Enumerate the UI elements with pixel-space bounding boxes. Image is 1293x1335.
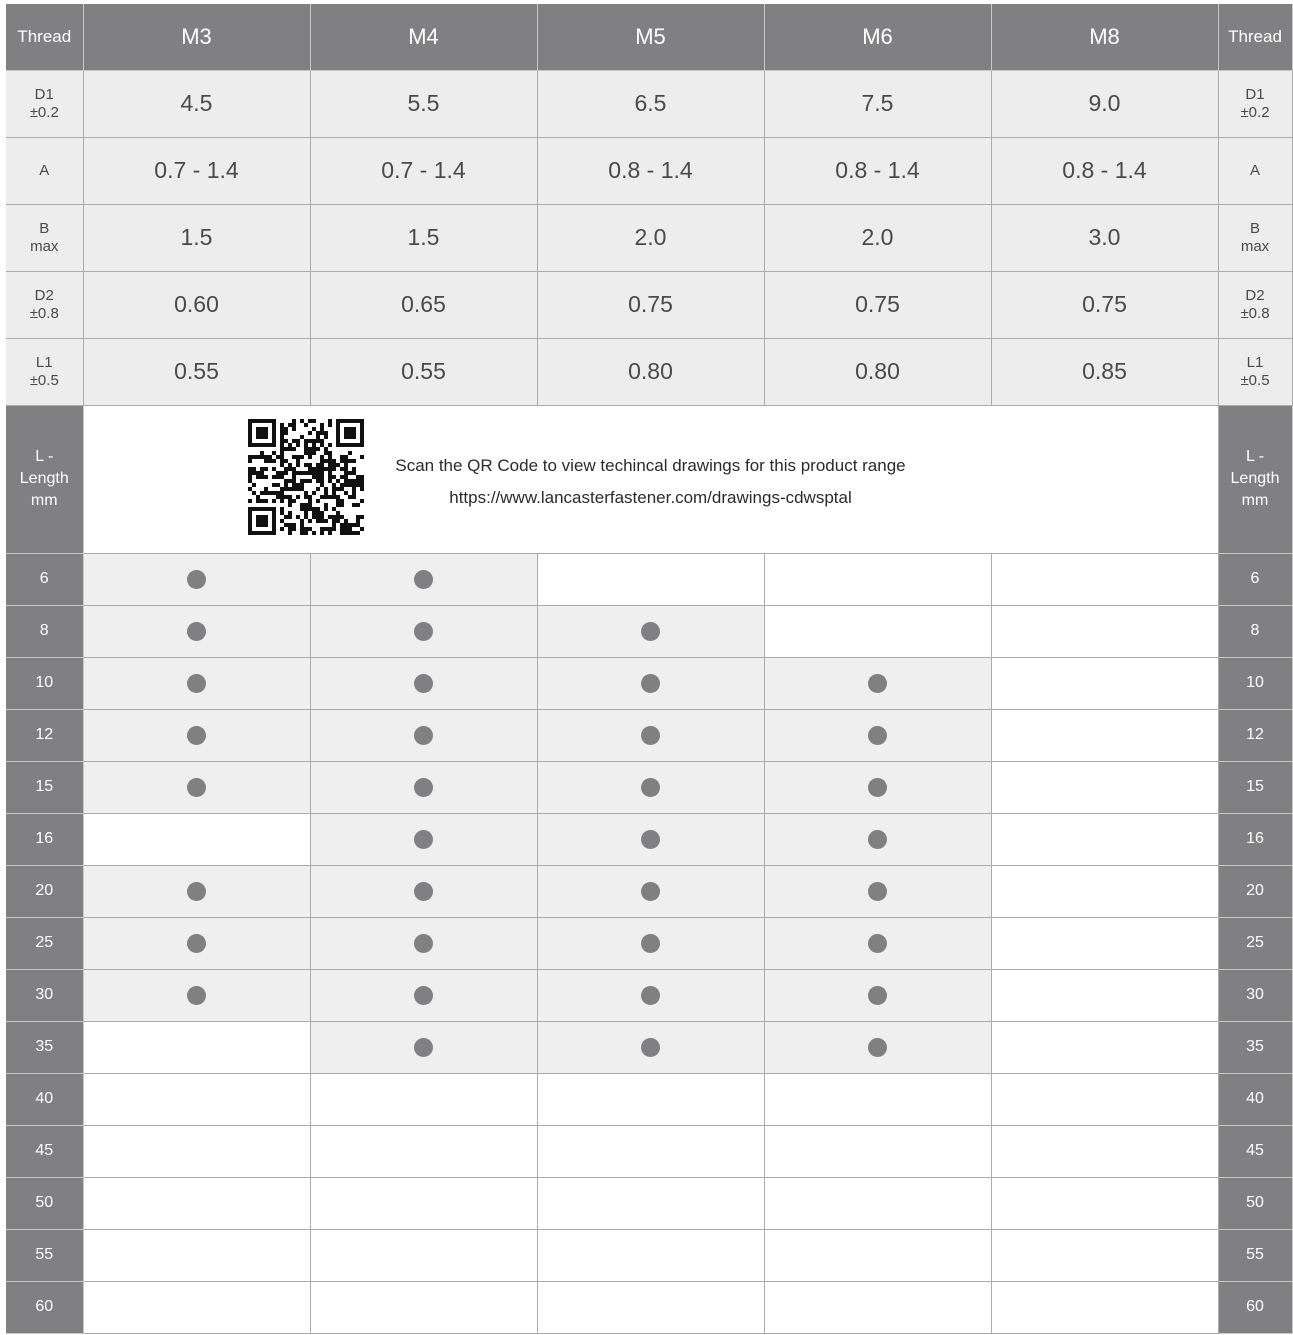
availability-cell bbox=[83, 657, 310, 709]
availability-cell bbox=[83, 553, 310, 605]
length-value-right: 16 bbox=[1218, 813, 1292, 865]
empty-cell bbox=[991, 657, 1218, 709]
availability-dot-icon bbox=[414, 934, 433, 953]
length-value-right: 35 bbox=[1218, 1021, 1292, 1073]
length-value-left: 6 bbox=[6, 553, 83, 605]
length-row bbox=[6, 1177, 1292, 1229]
dimension-value: 0.75 bbox=[537, 271, 764, 338]
dimension-tolerance: max bbox=[1240, 237, 1270, 255]
thread-m8: M8 bbox=[991, 4, 1218, 70]
length-label-line1: L - bbox=[1245, 448, 1265, 465]
dimension-label-left bbox=[6, 137, 83, 204]
length-row bbox=[6, 1021, 1292, 1073]
empty-cell bbox=[537, 553, 764, 605]
availability-cell bbox=[310, 605, 537, 657]
thread-label-right: Thread bbox=[1218, 4, 1292, 70]
availability-dot-icon bbox=[187, 882, 206, 901]
length-label-line2: Length bbox=[1230, 470, 1280, 487]
availability-dot-icon bbox=[641, 934, 660, 953]
availability-cell bbox=[764, 917, 991, 969]
dimension-value: 0.55 bbox=[83, 338, 310, 405]
dimension-value: 0.80 bbox=[537, 338, 764, 405]
length-row bbox=[6, 1229, 1292, 1281]
availability-dot-icon bbox=[187, 986, 206, 1005]
availability-cell bbox=[310, 917, 537, 969]
empty-cell bbox=[537, 1177, 764, 1229]
availability-cell bbox=[537, 813, 764, 865]
availability-dot-icon bbox=[868, 778, 887, 797]
length-row bbox=[6, 1281, 1292, 1333]
availability-dot-icon bbox=[414, 778, 433, 797]
availability-dot-icon bbox=[187, 726, 206, 745]
availability-dot-icon bbox=[187, 622, 206, 641]
availability-dot-icon bbox=[641, 830, 660, 849]
dimension-label-right bbox=[1218, 338, 1292, 405]
length-label-line3: mm bbox=[30, 492, 58, 509]
thread-m4: M4 bbox=[310, 4, 537, 70]
availability-cell bbox=[764, 1021, 991, 1073]
dimension-value: 0.8 - 1.4 bbox=[991, 137, 1218, 204]
empty-cell bbox=[310, 1073, 537, 1125]
availability-cell bbox=[537, 657, 764, 709]
thread-label-left: Thread bbox=[6, 4, 83, 70]
length-value-left: 25 bbox=[6, 917, 83, 969]
dimension-value: 0.8 - 1.4 bbox=[764, 137, 991, 204]
length-value-right: 6 bbox=[1218, 553, 1292, 605]
dimension-value: 0.8 - 1.4 bbox=[537, 137, 764, 204]
length-value-left: 40 bbox=[6, 1073, 83, 1125]
length-value-right: 55 bbox=[1218, 1229, 1292, 1281]
length-row bbox=[6, 1073, 1292, 1125]
dimension-tolerance: max bbox=[30, 237, 59, 255]
dimension-name: L1 bbox=[1246, 353, 1264, 371]
dimension-label-left bbox=[6, 338, 83, 405]
length-value-right: 50 bbox=[1218, 1177, 1292, 1229]
availability-dot-icon bbox=[641, 622, 660, 641]
empty-cell bbox=[991, 969, 1218, 1021]
dimension-value: 0.65 bbox=[310, 271, 537, 338]
length-row bbox=[6, 657, 1292, 709]
availability-dot-icon bbox=[187, 674, 206, 693]
length-value-right: 10 bbox=[1218, 657, 1292, 709]
dimension-row bbox=[6, 271, 1292, 338]
length-row bbox=[6, 761, 1292, 813]
dimension-name: A bbox=[1249, 161, 1260, 179]
empty-cell bbox=[310, 1229, 537, 1281]
dimension-name: D2 bbox=[34, 286, 54, 304]
dimension-value: 3.0 bbox=[991, 204, 1218, 271]
length-row bbox=[6, 969, 1292, 1021]
availability-dot-icon bbox=[868, 830, 887, 849]
empty-cell bbox=[764, 1177, 991, 1229]
length-value-left: 8 bbox=[6, 605, 83, 657]
qr-text bbox=[84, 450, 1218, 514]
availability-cell bbox=[83, 709, 310, 761]
empty-cell bbox=[83, 1021, 310, 1073]
availability-cell bbox=[310, 657, 537, 709]
availability-cell bbox=[310, 865, 537, 917]
empty-cell bbox=[764, 1073, 991, 1125]
availability-cell bbox=[537, 605, 764, 657]
availability-dot-icon bbox=[868, 1038, 887, 1057]
dimension-tolerance: ±0.5 bbox=[29, 371, 59, 389]
thread-m5: M5 bbox=[537, 4, 764, 70]
availability-cell bbox=[83, 605, 310, 657]
length-row bbox=[6, 709, 1292, 761]
dimension-value: 9.0 bbox=[991, 70, 1218, 137]
empty-cell bbox=[991, 813, 1218, 865]
dimension-value: 0.85 bbox=[991, 338, 1218, 405]
empty-cell bbox=[991, 1073, 1218, 1125]
availability-cell bbox=[310, 709, 537, 761]
dimension-row bbox=[6, 137, 1292, 204]
availability-cell bbox=[537, 969, 764, 1021]
length-value-left: 12 bbox=[6, 709, 83, 761]
availability-dot-icon bbox=[641, 986, 660, 1005]
availability-dot-icon bbox=[414, 570, 433, 589]
dimension-name: L1 bbox=[35, 353, 53, 371]
availability-dot-icon bbox=[641, 778, 660, 797]
length-value-right: 15 bbox=[1218, 761, 1292, 813]
availability-cell bbox=[537, 917, 764, 969]
availability-dot-icon bbox=[414, 622, 433, 641]
availability-cell bbox=[764, 865, 991, 917]
empty-cell bbox=[991, 1229, 1218, 1281]
dimension-tolerance: ±0.2 bbox=[29, 103, 59, 121]
length-label-left bbox=[6, 405, 83, 553]
availability-dot-icon bbox=[641, 1038, 660, 1057]
empty-cell bbox=[991, 761, 1218, 813]
length-value-left: 16 bbox=[6, 813, 83, 865]
availability-cell bbox=[764, 969, 991, 1021]
empty-cell bbox=[537, 1073, 764, 1125]
dimension-label-right bbox=[1218, 70, 1292, 137]
length-row bbox=[6, 917, 1292, 969]
empty-cell bbox=[83, 1125, 310, 1177]
dimension-value: 0.60 bbox=[83, 271, 310, 338]
length-row bbox=[6, 553, 1292, 605]
length-row bbox=[6, 865, 1292, 917]
length-label-line1: L - bbox=[35, 448, 54, 465]
availability-dot-icon bbox=[187, 570, 206, 589]
dimension-name: B bbox=[1249, 219, 1260, 237]
availability-cell bbox=[764, 709, 991, 761]
length-value-left: 50 bbox=[6, 1177, 83, 1229]
empty-cell bbox=[764, 605, 991, 657]
dimension-value: 6.5 bbox=[537, 70, 764, 137]
length-row bbox=[6, 605, 1292, 657]
qr-instruction-text: Scan the QR Code to view techincal drawings for this product range bbox=[395, 455, 906, 475]
qr-url-link[interactable]: https://www.lancasterfastener.com/drawings-cdwsptal bbox=[449, 487, 852, 507]
dimension-name: D1 bbox=[1245, 85, 1265, 103]
availability-cell bbox=[764, 813, 991, 865]
dimension-value: 2.0 bbox=[764, 204, 991, 271]
length-value-right: 30 bbox=[1218, 969, 1292, 1021]
dimension-value: 7.5 bbox=[764, 70, 991, 137]
availability-dot-icon bbox=[868, 986, 887, 1005]
availability-dot-icon bbox=[868, 934, 887, 953]
dimension-label-right bbox=[1218, 137, 1292, 204]
length-value-right: 20 bbox=[1218, 865, 1292, 917]
empty-cell bbox=[991, 709, 1218, 761]
availability-cell bbox=[764, 761, 991, 813]
length-value-right: 60 bbox=[1218, 1281, 1292, 1333]
dimension-value: 0.75 bbox=[991, 271, 1218, 338]
availability-cell bbox=[310, 553, 537, 605]
empty-cell bbox=[991, 865, 1218, 917]
dimension-row bbox=[6, 70, 1292, 137]
empty-cell bbox=[310, 1281, 537, 1333]
empty-cell bbox=[310, 1177, 537, 1229]
dimension-label-left bbox=[6, 70, 83, 137]
availability-dot-icon bbox=[641, 726, 660, 745]
availability-cell bbox=[83, 865, 310, 917]
availability-dot-icon bbox=[414, 674, 433, 693]
dimension-label-left bbox=[6, 204, 83, 271]
length-label-line3: mm bbox=[1241, 492, 1269, 509]
length-value-left: 15 bbox=[6, 761, 83, 813]
availability-cell bbox=[537, 709, 764, 761]
availability-dot-icon bbox=[187, 934, 206, 953]
empty-cell bbox=[764, 553, 991, 605]
dimension-name: D1 bbox=[34, 85, 54, 103]
availability-cell bbox=[310, 761, 537, 813]
empty-cell bbox=[83, 1281, 310, 1333]
length-value-right: 25 bbox=[1218, 917, 1292, 969]
dimension-value: 0.80 bbox=[764, 338, 991, 405]
length-value-left: 10 bbox=[6, 657, 83, 709]
empty-cell bbox=[991, 1021, 1218, 1073]
empty-cell bbox=[991, 1125, 1218, 1177]
empty-cell bbox=[991, 917, 1218, 969]
availability-dot-icon bbox=[414, 986, 433, 1005]
availability-dot-icon bbox=[868, 726, 887, 745]
dimension-tolerance: ±0.8 bbox=[29, 304, 59, 322]
dimension-row bbox=[6, 338, 1292, 405]
empty-cell bbox=[764, 1281, 991, 1333]
dimension-value: 0.55 bbox=[310, 338, 537, 405]
length-value-left: 35 bbox=[6, 1021, 83, 1073]
empty-cell bbox=[83, 1177, 310, 1229]
length-value-right: 12 bbox=[1218, 709, 1292, 761]
availability-cell bbox=[764, 657, 991, 709]
length-label-right bbox=[1218, 405, 1292, 553]
dimension-value: 0.7 - 1.4 bbox=[83, 137, 310, 204]
availability-cell bbox=[310, 813, 537, 865]
availability-dot-icon bbox=[641, 882, 660, 901]
availability-dot-icon bbox=[414, 726, 433, 745]
availability-cell bbox=[537, 761, 764, 813]
availability-dot-icon bbox=[187, 778, 206, 797]
empty-cell bbox=[83, 813, 310, 865]
empty-cell bbox=[537, 1229, 764, 1281]
availability-dot-icon bbox=[414, 830, 433, 849]
empty-cell bbox=[991, 1281, 1218, 1333]
availability-dot-icon bbox=[414, 882, 433, 901]
availability-dot-icon bbox=[641, 674, 660, 693]
dimension-value: 1.5 bbox=[83, 204, 310, 271]
empty-cell bbox=[83, 1073, 310, 1125]
dimension-tolerance: ±0.2 bbox=[1240, 103, 1270, 121]
empty-cell bbox=[537, 1125, 764, 1177]
dimension-value: 4.5 bbox=[83, 70, 310, 137]
dimension-label-right bbox=[1218, 271, 1292, 338]
availability-cell bbox=[83, 917, 310, 969]
length-value-left: 20 bbox=[6, 865, 83, 917]
length-label-line2: Length bbox=[19, 470, 69, 487]
dimension-label-left bbox=[6, 271, 83, 338]
length-value-left: 55 bbox=[6, 1229, 83, 1281]
length-value-right: 40 bbox=[1218, 1073, 1292, 1125]
length-value-left: 45 bbox=[6, 1125, 83, 1177]
empty-cell bbox=[83, 1229, 310, 1281]
thread-header-row bbox=[6, 4, 1292, 70]
availability-cell bbox=[83, 969, 310, 1021]
length-row bbox=[6, 813, 1292, 865]
dimension-row bbox=[6, 204, 1292, 271]
empty-cell bbox=[991, 605, 1218, 657]
empty-cell bbox=[537, 1281, 764, 1333]
dimension-value: 5.5 bbox=[310, 70, 537, 137]
empty-cell bbox=[764, 1125, 991, 1177]
availability-cell bbox=[310, 1021, 537, 1073]
dimension-value: 0.7 - 1.4 bbox=[310, 137, 537, 204]
dimension-value: 2.0 bbox=[537, 204, 764, 271]
dimension-name: A bbox=[39, 161, 50, 179]
length-value-left: 60 bbox=[6, 1281, 83, 1333]
availability-cell bbox=[537, 865, 764, 917]
availability-cell bbox=[83, 761, 310, 813]
length-value-right: 45 bbox=[1218, 1125, 1292, 1177]
availability-cell bbox=[537, 1021, 764, 1073]
thread-m3: M3 bbox=[83, 4, 310, 70]
thread-m6: M6 bbox=[764, 4, 991, 70]
dimension-value: 0.75 bbox=[764, 271, 991, 338]
empty-cell bbox=[310, 1125, 537, 1177]
dimension-name: B bbox=[39, 219, 50, 237]
qr-row bbox=[6, 405, 1292, 553]
length-row bbox=[6, 1125, 1292, 1177]
empty-cell bbox=[991, 1177, 1218, 1229]
dimension-tolerance: ±0.8 bbox=[1240, 304, 1270, 322]
length-value-left: 30 bbox=[6, 969, 83, 1021]
availability-cell bbox=[310, 969, 537, 1021]
dimension-tolerance: ±0.5 bbox=[1240, 371, 1270, 389]
dimension-value: 1.5 bbox=[310, 204, 537, 271]
availability-dot-icon bbox=[414, 1038, 433, 1057]
spec-table bbox=[6, 4, 1293, 1334]
empty-cell bbox=[764, 1229, 991, 1281]
availability-dot-icon bbox=[868, 882, 887, 901]
dimension-name: D2 bbox=[1245, 286, 1265, 304]
dimension-label-right bbox=[1218, 204, 1292, 271]
qr-cell bbox=[83, 405, 1218, 553]
length-value-right: 8 bbox=[1218, 605, 1292, 657]
empty-cell bbox=[991, 553, 1218, 605]
availability-dot-icon bbox=[868, 674, 887, 693]
